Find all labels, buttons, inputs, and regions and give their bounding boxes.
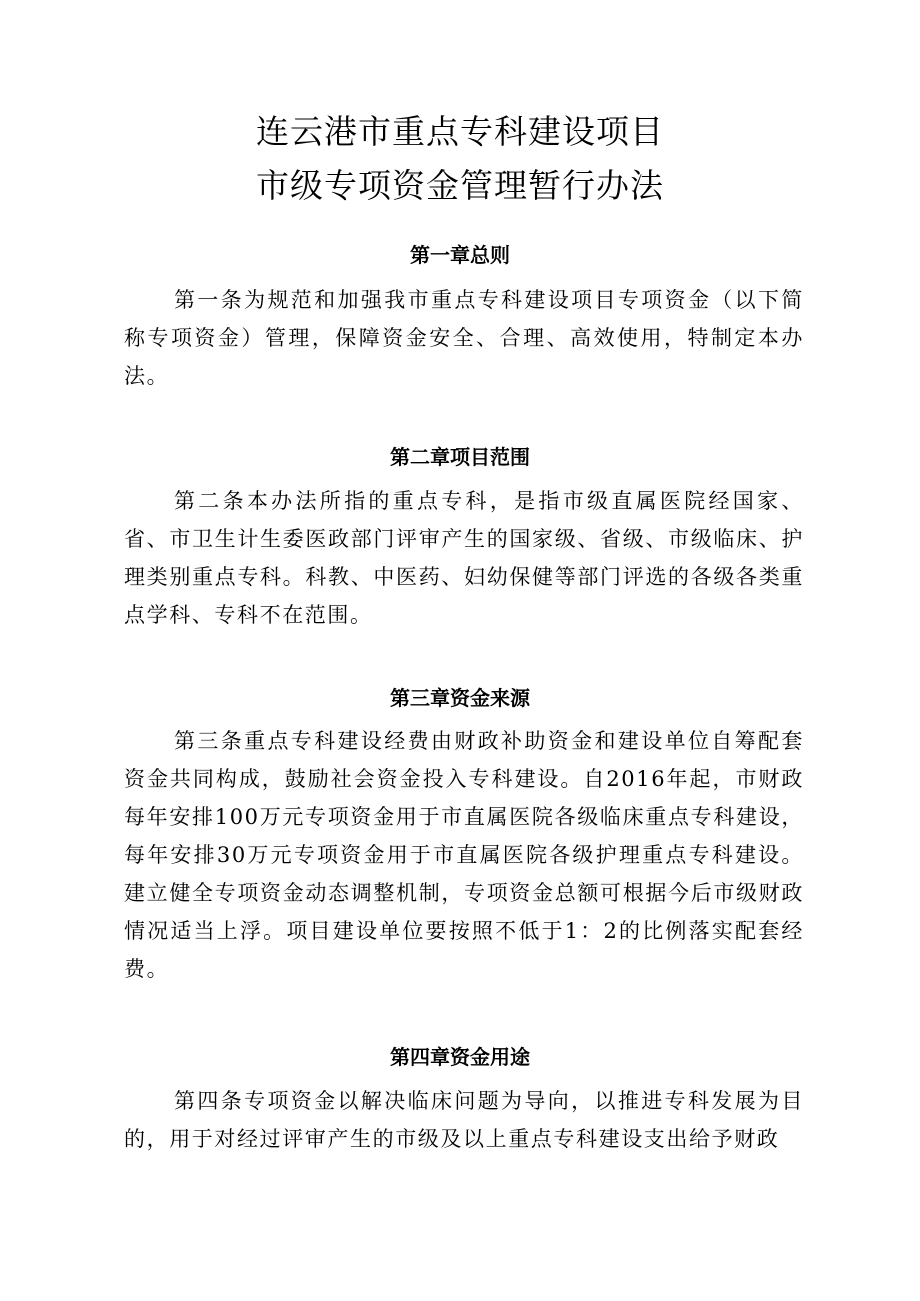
chapter-4-heading: 第四章资金用途 [390, 1045, 530, 1069]
document-title-line-1: 连云港市重点专科建设项目 [256, 112, 664, 151]
article-1-text: 第一条为规范和加强我市重点专科建设项目专项资金（以下简称专项资金）管理，保障资金安全、合理、高效使用，特制定本办法。 [124, 288, 804, 388]
chapter-2-heading: 第二章项目范围 [390, 445, 530, 469]
article-4-text: 第四条专项资金以解决临床问题为导向，以推进专科发展为目的，用于对经过评审产生的市级及以上重点专科建设支出给予财政 [124, 1089, 804, 1151]
chapter-3-heading: 第三章资金来源 [390, 686, 530, 710]
document-title-line-2: 市级专项资金管理暂行办法 [256, 166, 664, 205]
article-2-text: 第二条本办法所指的重点专科，是指市级直属医院经国家、省、市卫生计生委医政部门评审产生的国家级、省级、市级临床、护理类别重点专科。科教、中医药、妇幼保健等部门评选的各级各类重点学科、专科不在范围。 [124, 489, 804, 627]
article-3-text: 第三条重点专科建设经费由财政补助资金和建设单位自筹配套资金共同构成，鼓励社会资金投入专科建设。自2016年起，市财政每年安排100万元专项资金用于市直属医院各级临床重点专科建设，每年安排30万元专项资金用于市直属医院各级护理重点专科建设。建立健全专项资金动态调整机制，专项资金总额可根据今后市级财政情况适当上浮。项目建设单位要按照不低于1：2的比例落实配套经费。 [124, 729, 804, 981]
chapter-1-heading: 第一章总则 [410, 243, 510, 267]
